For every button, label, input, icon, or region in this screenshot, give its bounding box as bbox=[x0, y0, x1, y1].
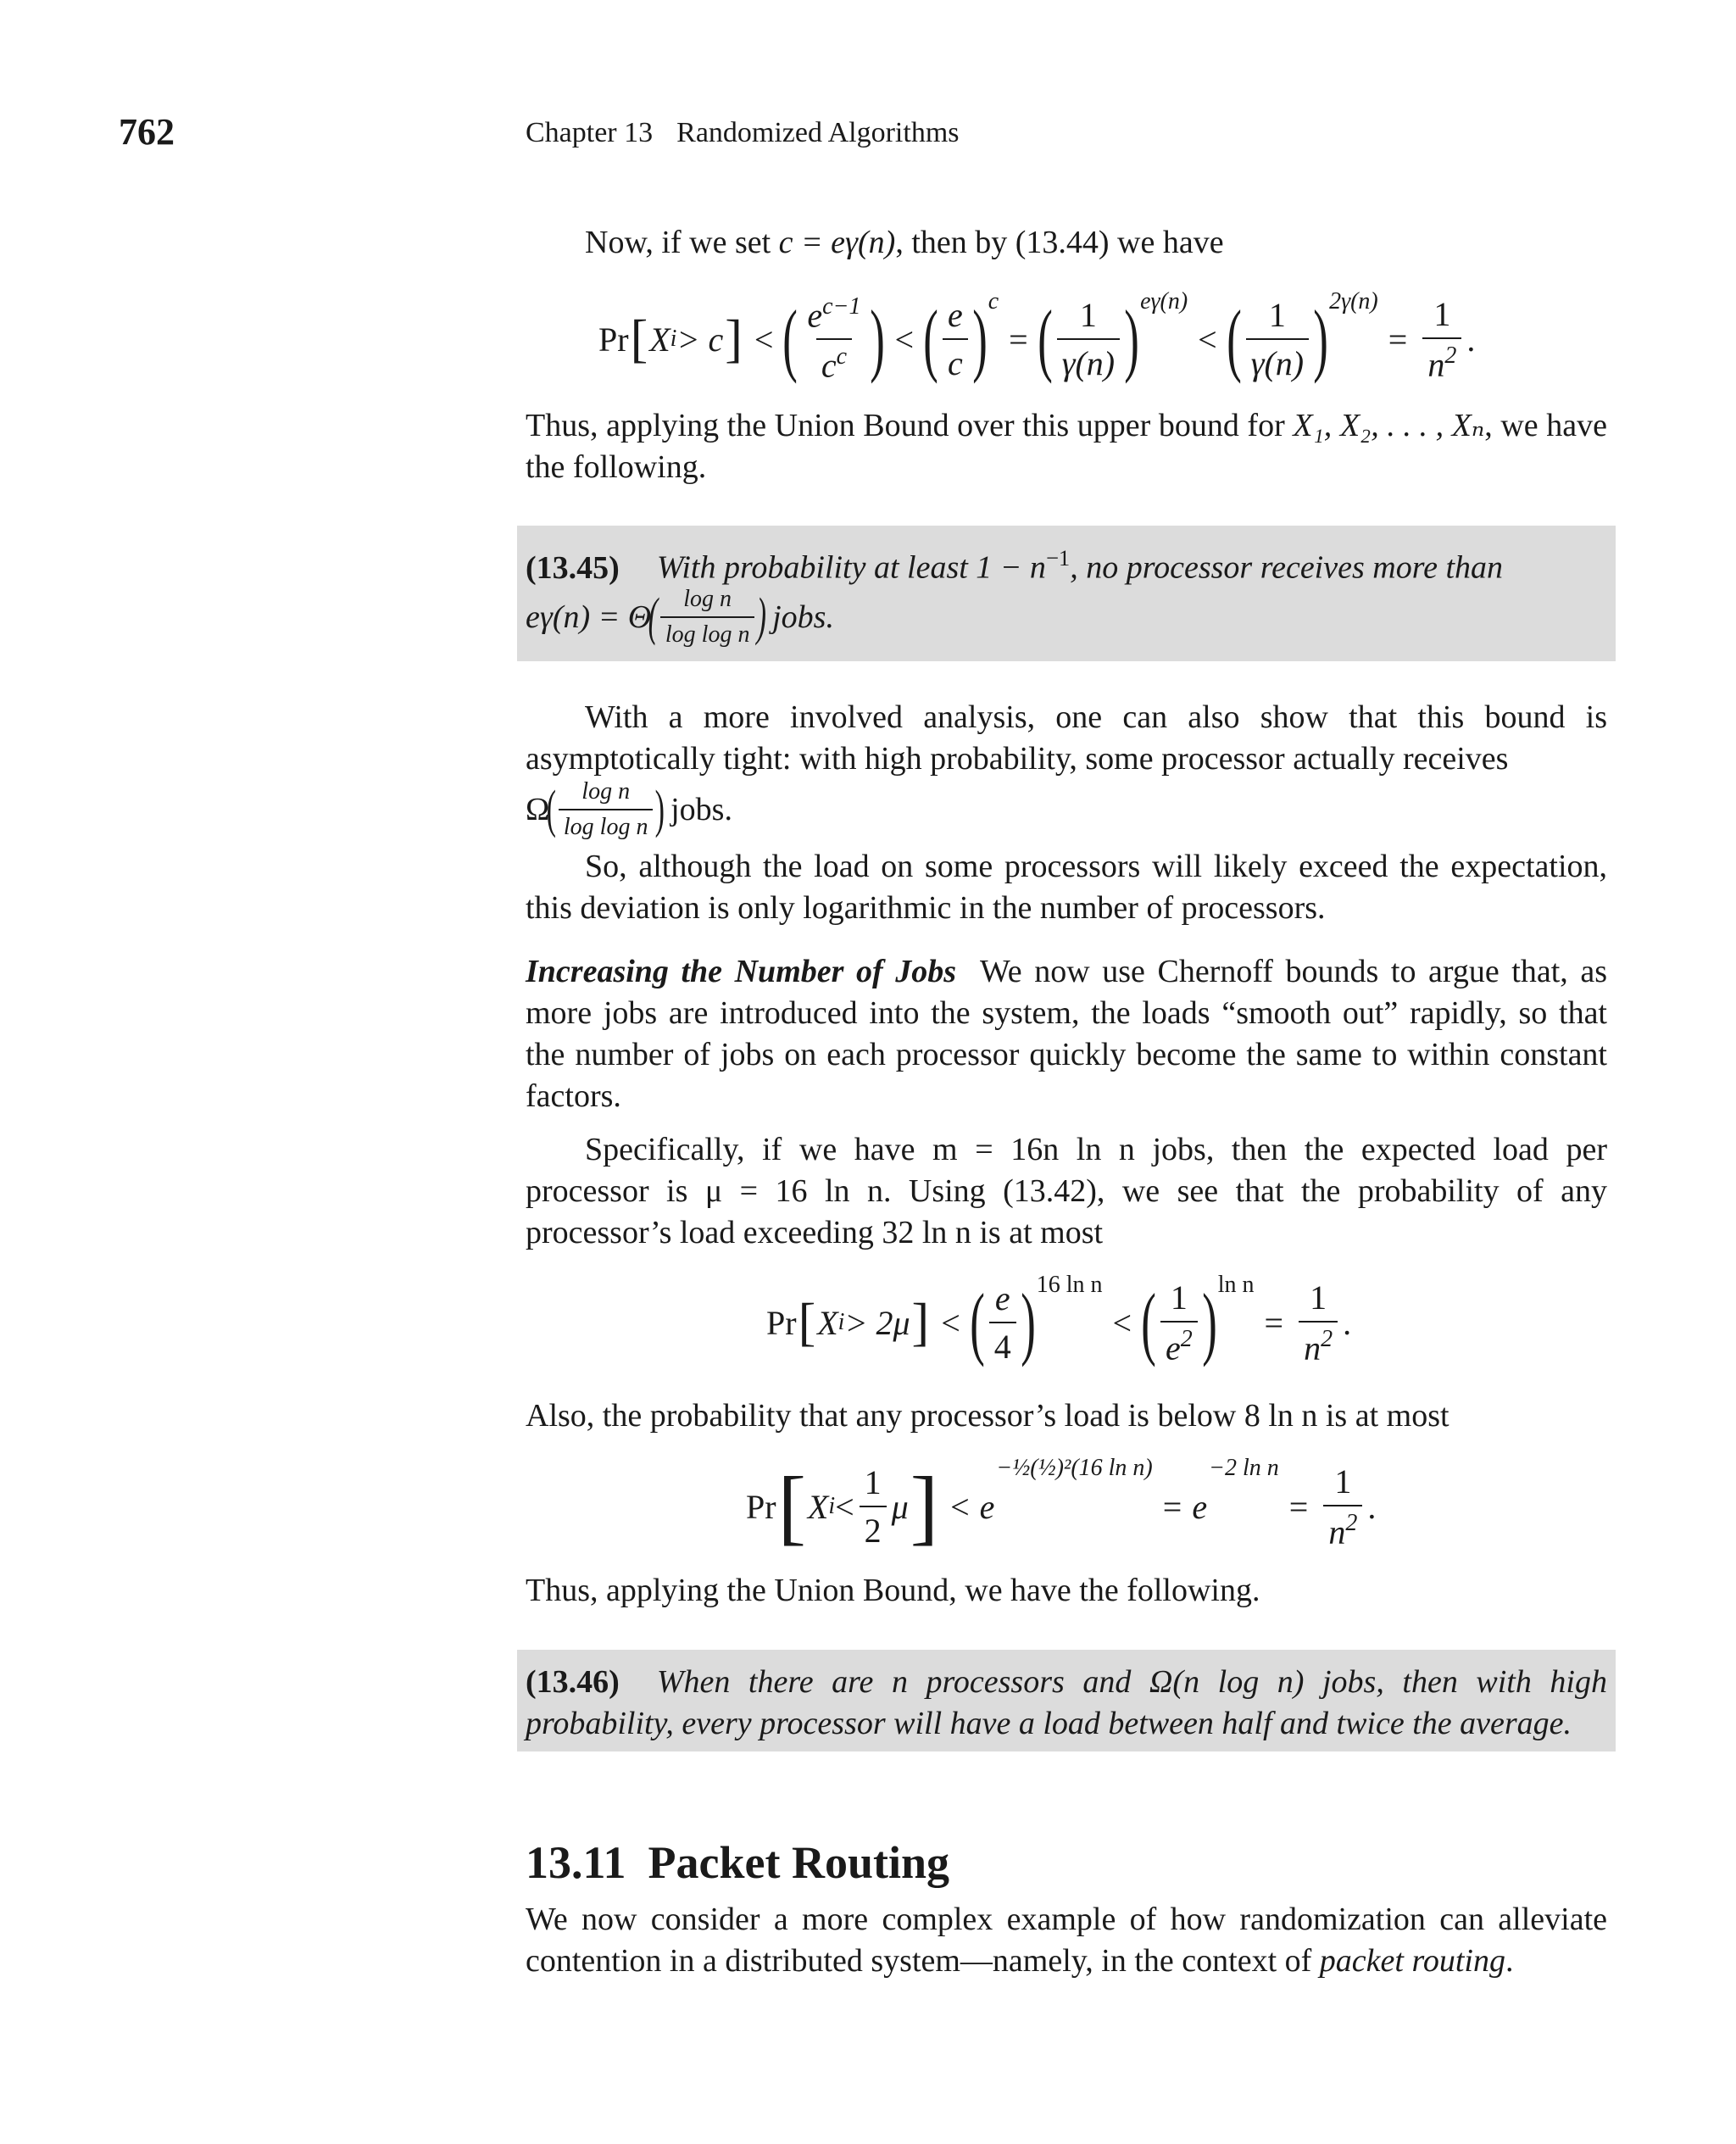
den: c bbox=[943, 338, 968, 383]
den: c bbox=[821, 346, 837, 385]
text: jobs. bbox=[670, 792, 732, 827]
subscript: i bbox=[670, 326, 677, 352]
paren-right: ) bbox=[757, 588, 767, 646]
op-lt: < bbox=[950, 1487, 970, 1526]
num: 1 bbox=[1433, 294, 1451, 333]
exponent: ln n bbox=[1217, 1272, 1255, 1298]
paren-left: ( bbox=[1226, 293, 1242, 384]
exponent: 16 ln n bbox=[1036, 1272, 1103, 1298]
op-lt: < bbox=[1198, 320, 1217, 359]
sup: −1 bbox=[1045, 545, 1071, 571]
paren-right: ) bbox=[1313, 293, 1328, 384]
fraction bbox=[1057, 295, 1120, 383]
paren-right: ) bbox=[1201, 1277, 1217, 1367]
text: , then by (13.44) we have bbox=[895, 225, 1224, 260]
den: 4 bbox=[989, 1322, 1016, 1367]
paren-left: ( bbox=[648, 588, 659, 646]
exponent: −½(½)²(16 ln n) bbox=[996, 1455, 1153, 1481]
page-number: 762 bbox=[119, 111, 175, 153]
pr-symbol: Pr bbox=[766, 1303, 797, 1342]
sup: 2 bbox=[1321, 1325, 1333, 1352]
section-number: 13.11 bbox=[526, 1837, 626, 1888]
text: When there are n processors and Ω(n log n) jobs, then with high probability, every processor will have a load between half and twice the average. bbox=[526, 1664, 1607, 1741]
e-base: e bbox=[979, 1487, 995, 1526]
fraction bbox=[1422, 294, 1461, 384]
den: n bbox=[1427, 345, 1445, 384]
inline-math: X₁, X₂, . . . , Xₙ bbox=[1293, 408, 1485, 443]
fraction-half bbox=[860, 1462, 887, 1551]
den: 2 bbox=[860, 1506, 887, 1551]
op-lt: < bbox=[894, 320, 915, 359]
paren-left: ( bbox=[782, 293, 798, 384]
den: log log n bbox=[559, 809, 654, 841]
paragraph-union-bound bbox=[526, 405, 1607, 488]
paragraph-lower-tail bbox=[526, 1395, 1607, 1437]
bracket-left: [ bbox=[798, 1294, 816, 1351]
op-eq: = bbox=[1288, 1487, 1309, 1526]
chapter-title: Randomized Algorithms bbox=[676, 117, 960, 148]
paren-right: ) bbox=[1124, 293, 1139, 384]
text: Specifically, if we have m = 16n ln n jobs, then the expected load per processor is μ = 16 ln n. Using (13.42), we see that the probability of any processor’s load exceeding 32 ln n is at most bbox=[526, 1132, 1607, 1250]
den: n bbox=[1328, 1512, 1346, 1551]
den: n bbox=[1304, 1328, 1321, 1367]
num: 1 bbox=[1268, 296, 1286, 334]
op-lt: < bbox=[1112, 1303, 1132, 1342]
num: 1 bbox=[864, 1463, 882, 1501]
num: log n bbox=[683, 585, 732, 612]
chapter-label: Chapter 13 bbox=[526, 117, 654, 148]
paren-right: ) bbox=[655, 781, 665, 838]
num: 1 bbox=[1310, 1278, 1327, 1317]
claim-label: (13.46) bbox=[526, 1664, 620, 1700]
op-lt: < bbox=[941, 1303, 960, 1342]
section-title: Packet Routing bbox=[648, 1837, 950, 1888]
paren-left: ( bbox=[969, 1277, 985, 1367]
num: 1 bbox=[1079, 296, 1097, 334]
paragraph-specifically bbox=[526, 1129, 1607, 1254]
fraction bbox=[1246, 295, 1309, 383]
sup: 2 bbox=[1345, 1509, 1358, 1536]
var-x: X bbox=[649, 320, 670, 359]
subscript: i bbox=[828, 1493, 836, 1519]
section-heading bbox=[526, 1836, 949, 1889]
paren-right: ) bbox=[971, 293, 988, 384]
num: e bbox=[807, 296, 823, 334]
omega-formula bbox=[526, 778, 1607, 841]
mu: μ bbox=[891, 1487, 909, 1526]
text: Now, if we set bbox=[585, 225, 779, 260]
exponent: c bbox=[988, 288, 999, 315]
op-lt: < bbox=[754, 320, 774, 359]
op-eq: = bbox=[1162, 1487, 1182, 1526]
num: 1 bbox=[1334, 1462, 1352, 1501]
period: . bbox=[1466, 320, 1476, 359]
text: Thus, applying the Union Bound over this upper bound for bbox=[526, 408, 1294, 443]
pr-symbol: Pr bbox=[746, 1487, 776, 1526]
sup: 2 bbox=[1180, 1325, 1193, 1352]
bracket-right: ] bbox=[910, 1459, 939, 1553]
bracket-right: ] bbox=[911, 1294, 930, 1351]
text: So, although the load on some processors will likely exceed the expectation, this deviation is only logarithmic in the number of processors. bbox=[526, 849, 1607, 926]
op-lt: < bbox=[835, 1487, 854, 1526]
op-eq: = bbox=[1388, 320, 1408, 359]
fraction bbox=[660, 586, 755, 649]
den: γ(n) bbox=[1057, 338, 1120, 383]
text: With probability at least 1 − n bbox=[656, 549, 1046, 586]
fraction bbox=[943, 295, 968, 383]
text: We now consider a more complex example of how randomization can alleviate contention in a distributed system—namely, in the context of bbox=[526, 1902, 1607, 1979]
den: log log n bbox=[660, 616, 755, 649]
bracket-left: [ bbox=[630, 310, 648, 368]
inline-math: c = eγ(n) bbox=[778, 225, 896, 260]
fraction bbox=[1299, 1278, 1338, 1367]
paren-left: ( bbox=[923, 293, 938, 384]
run-in-heading: Increasing the Number of Jobs bbox=[526, 954, 956, 989]
paragraph-union-bound-2 bbox=[526, 1570, 1607, 1612]
text: jobs. bbox=[772, 599, 834, 635]
num: 1 bbox=[1170, 1278, 1188, 1317]
lhs-rest: > c bbox=[676, 320, 724, 359]
num: e bbox=[994, 1279, 1010, 1317]
text: , no processor receives more than bbox=[1070, 549, 1504, 586]
paragraph-increasing-jobs bbox=[526, 951, 1607, 1117]
paragraph-packet-routing bbox=[526, 1899, 1607, 1982]
paren-left: ( bbox=[1141, 1277, 1156, 1367]
text: With a more involved analysis, one can also show that this bound is asymptotically tight: with high probability, some processor actually receives bbox=[526, 699, 1607, 777]
paren-right: ) bbox=[870, 293, 886, 384]
bracket-right: ] bbox=[725, 310, 743, 368]
exponent: 2γ(n) bbox=[1329, 288, 1378, 315]
text: Thus, applying the Union Bound, we have the following. bbox=[526, 1573, 1260, 1608]
fraction bbox=[989, 1278, 1016, 1367]
claim-13-46 bbox=[517, 1650, 1616, 1751]
e-base: e bbox=[1192, 1487, 1208, 1526]
fraction bbox=[1323, 1462, 1362, 1551]
op-eq: = bbox=[1264, 1303, 1284, 1342]
fraction bbox=[1160, 1278, 1198, 1367]
sup: c bbox=[836, 343, 848, 370]
num: e bbox=[947, 296, 963, 334]
lhs: eγ(n) = Θ bbox=[526, 599, 652, 635]
equation-upper-tail bbox=[766, 1272, 1351, 1373]
fraction bbox=[802, 293, 865, 386]
omega: Ω bbox=[526, 792, 550, 827]
paragraph-set-c bbox=[526, 222, 1607, 264]
lhs-rest: > 2μ bbox=[844, 1303, 910, 1342]
text: We now use Chernoff bounds to argue that, as more jobs are introduced into the system, the loads “smooth out” rapidly, so that the number of jobs on each processor quickly become the same to within constant factors. bbox=[526, 954, 1607, 1114]
var-x: X bbox=[807, 1487, 829, 1526]
exponent: −2 ln n bbox=[1209, 1455, 1279, 1481]
exponent: eγ(n) bbox=[1140, 288, 1188, 315]
pr-symbol: Pr bbox=[598, 320, 629, 359]
running-head bbox=[526, 117, 960, 149]
claim-formula bbox=[526, 586, 1607, 649]
den: γ(n) bbox=[1246, 338, 1309, 383]
var-x: X bbox=[817, 1303, 838, 1342]
period: . bbox=[1367, 1487, 1377, 1526]
num: log n bbox=[581, 778, 631, 805]
sup: c−1 bbox=[822, 292, 861, 320]
paragraph-deviation bbox=[526, 846, 1607, 929]
equation-lower-tail bbox=[746, 1451, 1376, 1562]
period: . bbox=[1343, 1303, 1352, 1342]
sup: 2 bbox=[1444, 342, 1457, 369]
op-eq: = bbox=[1009, 320, 1028, 359]
text: , we have the following. bbox=[526, 408, 1607, 485]
paren-left: ( bbox=[546, 781, 557, 838]
text: . bbox=[1505, 1943, 1514, 1979]
italic-term: packet routing bbox=[1319, 1943, 1505, 1979]
fraction bbox=[559, 778, 654, 841]
subscript: i bbox=[837, 1309, 845, 1335]
paren-left: ( bbox=[1037, 293, 1053, 384]
paren-right: ) bbox=[1020, 1277, 1036, 1367]
bracket-left: [ bbox=[777, 1459, 806, 1553]
text: Also, the probability that any processor’s load is below 8 ln n is at most bbox=[526, 1398, 1449, 1434]
paragraph-tight-bound bbox=[526, 697, 1607, 841]
den: e bbox=[1166, 1328, 1181, 1367]
equation-13-44-application bbox=[598, 288, 1475, 390]
claim-13-45 bbox=[517, 526, 1616, 661]
claim-label: (13.45) bbox=[526, 549, 620, 586]
